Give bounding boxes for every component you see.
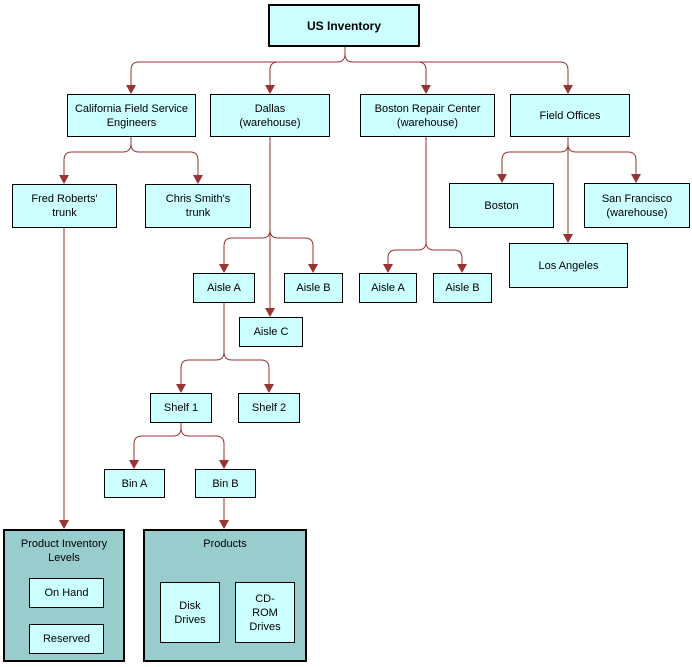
node-bin-b: Bin B xyxy=(195,469,256,498)
node-field-offices: Field Offices xyxy=(510,94,630,137)
node-boston: Boston xyxy=(449,183,554,228)
container-title-product-inventory-levels: Product Inventory Levels xyxy=(20,538,108,564)
node-shelf-2: Shelf 2 xyxy=(238,393,300,423)
node-boston-aisle-b: Aisle B xyxy=(433,273,492,303)
edge-aisle-a-to-shelf-2 xyxy=(224,352,269,384)
edge-california-to-fred xyxy=(64,137,131,175)
node-boston-repair-center: Boston Repair Center (warehouse) xyxy=(360,94,495,137)
node-aisle-c: Aisle C xyxy=(239,317,303,347)
edge-shelf-1-to-bin-b xyxy=(181,428,224,460)
node-dallas-warehouse: Dallas (warehouse) xyxy=(210,94,330,137)
edge-california-to-chris xyxy=(131,144,198,175)
edge-shelf-1-to-bin-a xyxy=(134,423,181,460)
node-shelf-1: Shelf 1 xyxy=(150,393,212,423)
container-product-inventory-levels xyxy=(3,529,125,662)
node-us-inventory: US Inventory xyxy=(268,4,420,47)
edge-boston-rc-to-aisle-b xyxy=(426,242,462,264)
node-bin-a: Bin A xyxy=(104,469,165,498)
edge-us-to-california xyxy=(131,47,345,85)
node-dallas-aisle-b: Aisle B xyxy=(284,273,343,303)
edge-us-to-dallas xyxy=(270,62,278,85)
edge-field-offices-to-boston xyxy=(502,137,568,174)
node-cdrom-drives: CD-ROM Drives xyxy=(235,582,295,643)
edge-dallas-to-aisle-a xyxy=(224,230,270,264)
node-california-field-service-engineers: California Field Service Engineers xyxy=(67,94,196,137)
node-boston-aisle-a: Aisle A xyxy=(359,273,417,303)
edge-dallas-to-aisle-b xyxy=(270,230,313,264)
node-dallas-aisle-a: Aisle A xyxy=(193,273,255,303)
container-products xyxy=(143,529,307,662)
edge-us-to-field-offices xyxy=(345,54,568,85)
node-disk-drives: Disk Drives xyxy=(160,582,220,643)
node-san-francisco-warehouse: San Francisco (warehouse) xyxy=(584,183,690,228)
node-on-hand: On Hand xyxy=(29,578,104,608)
node-reserved: Reserved xyxy=(29,624,104,654)
edge-field-offices-to-san-francisco xyxy=(568,144,636,174)
edge-boston-rc-to-aisle-a xyxy=(388,137,426,264)
node-los-angeles: Los Angeles xyxy=(509,243,628,288)
node-chris-smiths-trunk: Chris Smith's trunk xyxy=(145,184,251,228)
container-title-products: Products xyxy=(203,538,247,550)
node-fred-roberts-trunk: Fred Roberts' trunk xyxy=(12,184,117,228)
edge-aisle-a-to-shelf-1 xyxy=(181,303,224,384)
edge-us-to-boston-rc xyxy=(418,62,426,85)
